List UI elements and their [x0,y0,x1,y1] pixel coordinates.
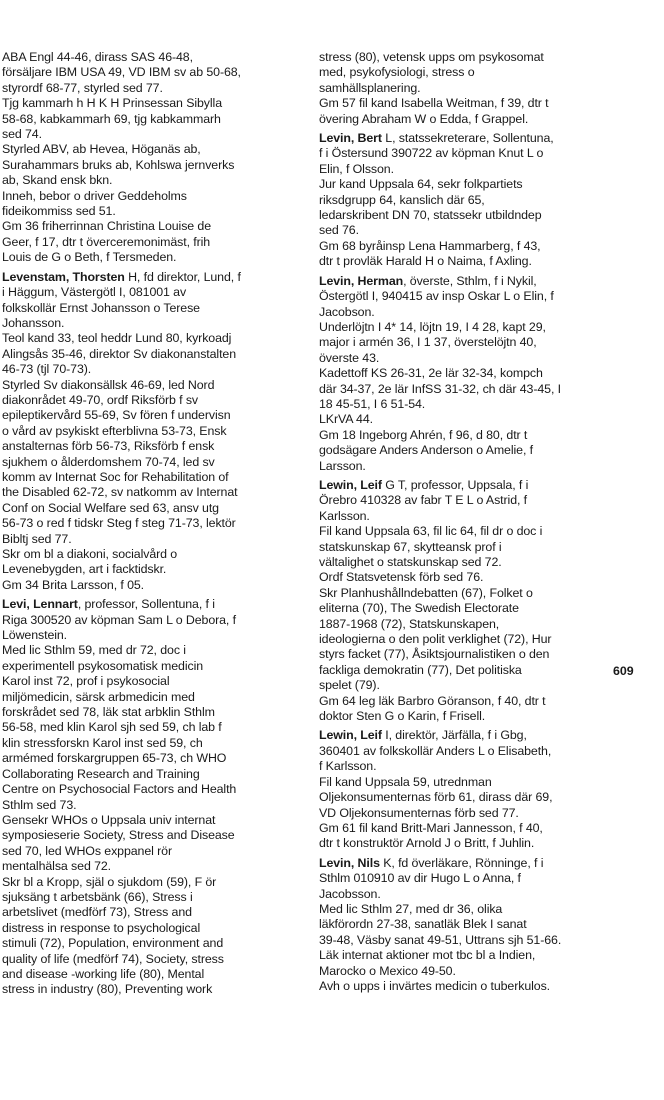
text-line [2,798,312,813]
line-text: Elin, f Olsson. [319,161,394,176]
line-text: övering Abraham W o Edda, f Grappel. [319,111,529,126]
text-line [319,540,659,555]
text-line [2,690,312,705]
text-line [319,524,659,539]
line-text: Kadettoff KS 26-31, 2e lär 32-34, kompch [319,366,543,381]
text-line [2,643,312,658]
line-text: försäljare IBM USA 49, VD IBM sv ab 50-68, [2,65,241,80]
line-text: the Disabled 62-72, sv natkomm av Internat [2,485,238,500]
line-text: distress in response to psychological [2,920,201,935]
text-line [2,96,312,111]
line-text: and disease -working life (80), Mental [2,966,205,981]
text-line [2,532,312,547]
line-text: K, fd överläkare, Rönninge, f i [379,855,544,870]
text-line [319,208,659,223]
line-text: ledarskribent DN 70, statssekr utbildndep [319,208,542,223]
line-text: epileptikervård 55-69, Sv fören f undervisn [2,408,231,423]
text-line [2,828,312,843]
right-column [319,50,659,994]
text-line [2,127,312,142]
line-text: stimuli (72), Population, environment and [2,936,224,951]
entry-name: Lewin, Leif [319,477,382,492]
line-text: Gm 61 fil kand Britt-Mari Jannesson, f 40, [319,820,543,835]
text-line [2,674,312,689]
line-text: Teol kand 33, teol heddr Lund 80, kyrkoadj [2,331,232,346]
line-text: Tjg kammarh h H K H Prinsessan Sibylla [2,96,222,111]
text-line [319,902,659,917]
line-text: spelet (79). [319,678,380,693]
line-text: Gm 68 byråinsp Lena Hammarberg, f 43, [319,238,541,253]
text-line [319,856,659,871]
text-line [319,709,659,724]
text-line [319,112,659,127]
text-line [319,632,659,647]
text-line [319,351,659,366]
line-text: doktor Sten G o Karin, f Frisell. [319,709,486,724]
line-text: o vård av psykiskt efterblivna 53-73, Ensk [2,423,227,438]
line-text: Med lic Sthlm 59, med dr 72, doc i [2,643,186,658]
line-text: Örebro 410328 av fabr T E L o Astrid, f [319,493,528,508]
line-text: Levenebygden, art i facktidskr. [2,562,167,577]
entry-name: Lewin, Leif [319,728,382,743]
line-text: Oljekonsumenternas förb 61, dirass där 69, [319,790,553,805]
line-text: godsägare Anders Anderson o Amelie, f [319,443,533,458]
text-line [319,744,659,759]
biography-entry [319,478,659,725]
text-line [319,933,659,948]
text-line [2,455,312,470]
line-text: I, direktör, Järfälla, f i Gbg, [381,728,527,743]
line-text: LKrVA 44. [319,412,373,427]
biography-entry [319,856,659,995]
line-text: Styrled Sv diakonsällsk 46-69, led Nord [2,377,215,392]
line-text: fackliga demokratin (77), Det politiska [319,662,522,677]
entry-name: Levi, Lennart [2,597,78,612]
line-text: folkskollär Ernst Johansson o Terese [2,300,200,315]
line-text: Avh o upps i invärtes medicin o tuberkulos. [319,978,551,993]
text-line [2,516,312,531]
text-line [319,601,659,616]
line-text: f i Östersund 390722 av köpman Knut L o [319,146,544,161]
line-text: dtr t provläk Harald H o Naima, f Axling. [319,254,532,269]
text-line [2,501,312,516]
text-line [2,470,312,485]
text-line [319,948,659,963]
text-line [319,177,659,192]
text-line [319,775,659,790]
text-line [319,96,659,111]
line-text: L, statssekreterare, Sollentuna, [381,131,554,146]
text-line [2,659,312,674]
text-line [2,859,312,874]
text-line [319,65,659,80]
text-line [2,219,312,234]
line-text: 1887-1968 (72), Statskunskapen, [319,616,500,631]
line-text: Sthlm sed 73. [2,797,77,812]
text-line [2,439,312,454]
text-line [2,705,312,720]
text-line [319,493,659,508]
text-line [319,50,659,65]
text-line [2,204,312,219]
line-text: quality of life (medförf 74), Society, stress [2,951,224,966]
line-text: Jacobson. [319,304,375,319]
text-line [2,720,312,735]
text-line [2,250,312,265]
entry-name: Levenstam, Thorsten [2,269,125,284]
text-line [319,790,659,805]
biography-entry [2,597,312,998]
text-line [2,112,312,127]
text-line [2,844,312,859]
line-text: Bibltj sed 77. [2,531,72,546]
text-line [2,347,312,362]
line-text: forskrådet sed 78, läk stat arbklin Sthlm [2,705,215,720]
text-line [2,158,312,173]
page-number: 609 [613,664,634,678]
line-text: Larsson. [319,458,366,473]
text-line [319,443,659,458]
line-text: diakonrådet 49-70, ordf Riksförb f sv [2,392,199,407]
line-text: Underlöjtn I 4* 14, löjtn 19, I 4 28, kapt 29, [319,319,546,334]
text-line [2,485,312,500]
text-line [2,562,312,577]
text-line [319,478,659,493]
text-line [319,821,659,836]
line-text: anstalternas förb 56-73, Riksförb f ensk [2,439,215,454]
text-line [319,320,659,335]
text-line [2,982,312,997]
text-line [2,736,312,751]
text-line [2,628,312,643]
line-text: riksdgrupp 64, kanslich där 65, [319,192,485,207]
text-line [2,613,312,628]
line-text: 58-68, kabkammarh 69, tjg kabkammarh [2,111,221,126]
text-line [2,301,312,316]
line-text: Löwenstein. [2,628,68,643]
text-line [319,239,659,254]
line-text: där 34-37, 2e lär InfSS 31-32, ch där 43-45, I [319,381,561,396]
line-text: mentalhälsa sed 72. [2,859,111,874]
line-text: Fil kand Uppsala 59, utrednman [319,774,492,789]
line-text: Jacobsson. [319,886,381,901]
line-text: samhällsplanering. [319,80,421,95]
line-text: Surahammars bruks ab, Kohlswa jernverks [2,157,235,172]
text-line [319,887,659,902]
line-text: dtr t konstruktör Arnold J o Britt, f Juhlin. [319,836,535,851]
text-line [319,678,659,693]
entry-name: Levin, Nils [319,855,380,870]
line-text: Sthlm 010910 av dir Hugo L o Anna, f [319,871,521,886]
line-text: 56-73 o red f tidskr Steg f steg 71-73, lektör [2,516,236,531]
line-text: styrs facket (77), Åsiktsjournalistiken o den [319,647,550,662]
line-text: klin stressforskn Karol inst sed 59, ch [2,735,203,750]
line-text: Geer, f 17, dtr t överceremonimäst, frih [2,234,211,249]
line-text: Riga 300520 av köpman Sam L o Debora, f [2,612,236,627]
text-line [319,412,659,427]
line-text: Styrled ABV, ab Hevea, Höganäs ab, [2,142,201,157]
text-line [319,964,659,979]
line-text: Skr om bl a diakoni, socialvård o [2,547,178,561]
text-line [2,424,312,439]
line-text: komm av Internat Soc for Rehabilitation of [2,469,229,484]
text-line [2,936,312,951]
text-line [319,806,659,821]
line-text: Louis de G o Beth, f Tersmeden. [2,250,177,265]
line-text: ab, Skand ensk bkn. [2,173,113,188]
line-text: miljömedicin, särsk arbmedicin med [2,689,195,704]
text-line [319,305,659,320]
line-text: Jur kand Uppsala 64, sekr folkpartiets [319,177,523,192]
line-text: 360401 av folkskollär Anders L o Elisabeth, [319,743,552,758]
biography-entry [319,131,659,270]
line-text: Johansson. [2,315,65,330]
text-line [2,331,312,346]
line-text: major i armén 36, I 1 37, överstelöjtn 40, [319,335,537,350]
line-text: Läk internat aktioner mot tbc bl a Indien, [319,948,536,963]
text-line [2,65,312,80]
text-line [2,393,312,408]
text-line [2,547,312,562]
text-line [319,570,659,585]
line-text: vältalighet o statskunskap sed 72. [319,555,502,569]
text-line [2,50,312,65]
line-text: med, psykofysiologi, stress o [319,65,475,80]
line-text: ideologierna o den polit verklighet (72), Hur [319,632,552,647]
line-text: experimentell psykosomatisk medicin [2,658,204,673]
line-text: Skr Planhushållndebatten (67), Folket o [319,585,533,600]
line-text: Gm 36 friherrinnan Christina Louise de [2,219,212,234]
line-text: symposieserie Society, Stress and Disease [2,828,235,843]
text-line [319,728,659,743]
line-text: Gm 34 Brita Larsson, f 05. [2,577,145,592]
line-text: Fil kand Uppsala 63, fil lic 64, fil dr o doc i [319,524,543,539]
text-line [2,173,312,188]
line-text: Karol inst 72, prof i psykosocial [2,674,170,689]
line-text: Inneh, bebor o driver Geddeholms [2,188,187,203]
text-line [2,362,312,377]
text-line [2,813,312,828]
text-line [319,555,659,570]
line-text: sed 74. [2,127,42,142]
line-text: Gm 64 leg läk Barbro Göranson, f 40, dtr t [319,693,546,708]
line-text: Centre on Psychosocial Factors and Health [2,782,237,797]
line-text: arbetslivet (medförf 73), Stress and [2,905,192,920]
text-line [319,647,659,662]
text-line [2,921,312,936]
text-line [2,597,312,612]
text-line [319,586,659,601]
text-line [319,289,659,304]
text-line [2,235,312,250]
text-line [2,81,312,96]
biography-entry [319,728,659,851]
line-text: Karlsson. [319,508,370,523]
biography-entry [319,274,659,474]
text-line [2,270,312,285]
entry-continuation [319,50,659,127]
entry-name: Levin, Herman [319,273,404,288]
line-text: Östergötl I, 940415 av insp Oskar L o Elin, f [319,289,554,304]
line-text: sed 76. [319,223,359,238]
text-line [319,335,659,350]
biography-entry [2,270,312,594]
line-text: sjukhem o ålderdomshem 70-74, led sv [2,454,215,469]
text-line [2,316,312,331]
line-text: ABA Engl 44-46, dirass SAS 46-48, [2,50,193,64]
text-line [319,871,659,886]
text-line [319,836,659,851]
text-line [319,146,659,161]
text-line [319,428,659,443]
text-line [2,408,312,423]
entry-continuation [2,50,312,266]
text-line [319,759,659,774]
text-line [2,905,312,920]
line-text: Gensekr WHOs o Uppsala univ internat [2,812,216,827]
text-line [319,254,659,269]
line-text: i Häggum, Västergötl I, 081001 av [2,285,187,300]
line-text: f Karlsson. [319,759,377,774]
line-text: armémed forskargruppen 65-73, ch WHO [2,751,227,766]
line-text: , överste, Sthlm, f i Nykil, [403,273,537,288]
line-text: Skr bl a Kropp, själ o sjukdom (59), F ör [2,874,217,889]
line-text: Alingsås 35-46, direktor Sv diakonanstalten [2,346,237,361]
text-line [2,767,312,782]
line-text: stress in industry (80), Preventing work [2,982,213,997]
line-text: sjuksäng t arbetsbänk (66), Stress i [2,889,193,904]
line-text: överste 43. [319,350,380,365]
line-text: Gm 18 Ingeborg Ahrén, f 96, d 80, dtr t [319,427,528,442]
text-line [319,663,659,678]
text-line [319,979,659,994]
line-text: VD Oljekonsumenternas förb sed 77. [319,805,519,820]
text-line [319,694,659,709]
text-line [319,81,659,96]
text-line [2,751,312,766]
text-line [319,274,659,289]
text-line [2,285,312,300]
text-line [2,782,312,797]
text-line [2,875,312,890]
line-text: sed 70, led WHOs exppanel rör [2,843,172,858]
text-line [319,162,659,177]
line-text: 39-48, Väsby sanat 49-51, Uttrans sjh 51-66. [319,932,562,947]
line-text: Collaborating Research and Training [2,766,200,781]
text-line [319,459,659,474]
text-line [2,952,312,967]
line-text: statskunskap 67, skytteansk prof i [319,539,502,554]
line-text: läkförordn 27-38, sanatläk Blek I sanat [319,917,527,932]
line-text: stress (80), vetensk upps om psykosomat [319,50,544,64]
line-text: , professor, Sollentuna, f i [77,597,215,612]
line-text: Med lic Sthlm 27, med dr 36, olika [319,901,503,916]
line-text: Marocko o Mexico 49-50. [319,963,456,978]
line-text: 56-58, med klin Karol sjh sed 59, ch lab f [2,720,222,735]
text-line [2,967,312,982]
text-line [319,223,659,238]
text-line [2,189,312,204]
text-line [319,617,659,632]
line-text: fideikommiss sed 51. [2,204,116,219]
line-text: Conf on Social Welfare sed 63, ansv utg [2,500,219,515]
text-line [2,142,312,157]
text-line [319,131,659,146]
line-text: G T, professor, Uppsala, f i [381,477,529,492]
line-text: 18 45-51, I 6 51-54. [319,396,426,411]
line-text: 46-73 (tjl 70-73). [2,362,92,377]
text-line [2,378,312,393]
line-text: Gm 57 fil kand Isabella Weitman, f 39, dtr t [319,96,549,111]
text-line [2,578,312,593]
entry-name: Levin, Bert [319,131,382,146]
text-line [319,917,659,932]
line-text: eliterna (70), The Swedish Electorate [319,601,519,616]
text-line [319,382,659,397]
text-line [319,397,659,412]
text-line [2,890,312,905]
line-text: H, fd direktor, Lund, f [124,269,241,284]
text-line [319,366,659,381]
text-line [319,509,659,524]
line-text: styrordf 68-77, styrled sed 77. [2,80,163,95]
left-column [2,50,312,998]
text-line [319,193,659,208]
line-text: Ordf Statsvetensk förb sed 76. [319,570,484,585]
